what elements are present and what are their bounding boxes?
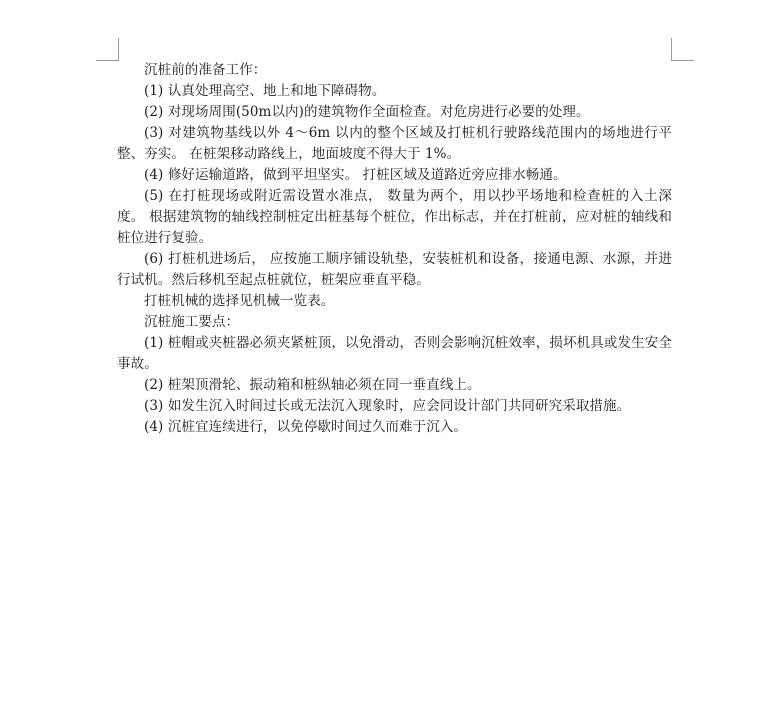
paragraph-key-points-heading: 沉桩施工要点： [144, 314, 240, 330]
paragraph-prep-4: (4) 修好运输道路，做到平坦坚实。 打桩区域及道路近旁应排水畅通。 [144, 167, 567, 183]
paragraph-prep-3: (3) 对建筑物基线以外 4～6m 以内的整个区域及打桩机行驶路线范围内的场地进行平整、夯实。 在桩架移动路线上，地面坡度不得大于 1%。 [117, 125, 672, 162]
paragraph-prep-1: (1) 认真处理高空、地上和地下障碍物。 [144, 83, 386, 99]
top-right-margin-mark [671, 38, 694, 61]
paragraph-prep-6: (6) 打桩机进场后， 应按施工顺序铺设轨垫，安装桩机和设备，接通电源、水源，并进行试机。然后移机至起点桩就位，桩架应垂直平稳。 [117, 251, 672, 288]
paragraph-machine-selection: 打桩机械的选择见机械一览表。 [144, 293, 335, 309]
paragraph-key-point-1: (1) 桩帽或夹桩器必须夹紧桩顶，以免滑动，否则会影响沉桩效率，损坏机具或发生安全事故。 [117, 335, 672, 372]
document-body[interactable] [117, 60, 672, 438]
top-left-margin-mark [96, 38, 119, 61]
paragraph-key-point-4: (4) 沉桩宜连续进行，以免停歇时间过久而难于沉入。 [144, 419, 468, 435]
paragraph-prep-heading: 沉桩前的准备工作： [144, 62, 267, 78]
paragraph-prep-2: (2) 对现场周围(50m以内)的建筑物作全面检查。对危房进行必要的处理。 [144, 104, 590, 120]
paragraph-key-point-2: (2) 桩架顶滑轮、振动箱和桩纵轴必须在同一垂直线上。 [144, 377, 481, 393]
paragraph-prep-5: (5) 在打桩现场或附近需设置水准点， 数量为两个，用以抄平场地和检查桩的入土深度。 根据建筑物的轴线控制桩定出桩基每个桩位，作出标志，并在打桩前，应对桩的轴线和桩位进行复验。 [117, 188, 672, 246]
paragraph-key-point-3: (3) 如发生沉入时间过长或无法沉入现象时，应会同设计部门共同研究采取措施。 [144, 398, 631, 414]
